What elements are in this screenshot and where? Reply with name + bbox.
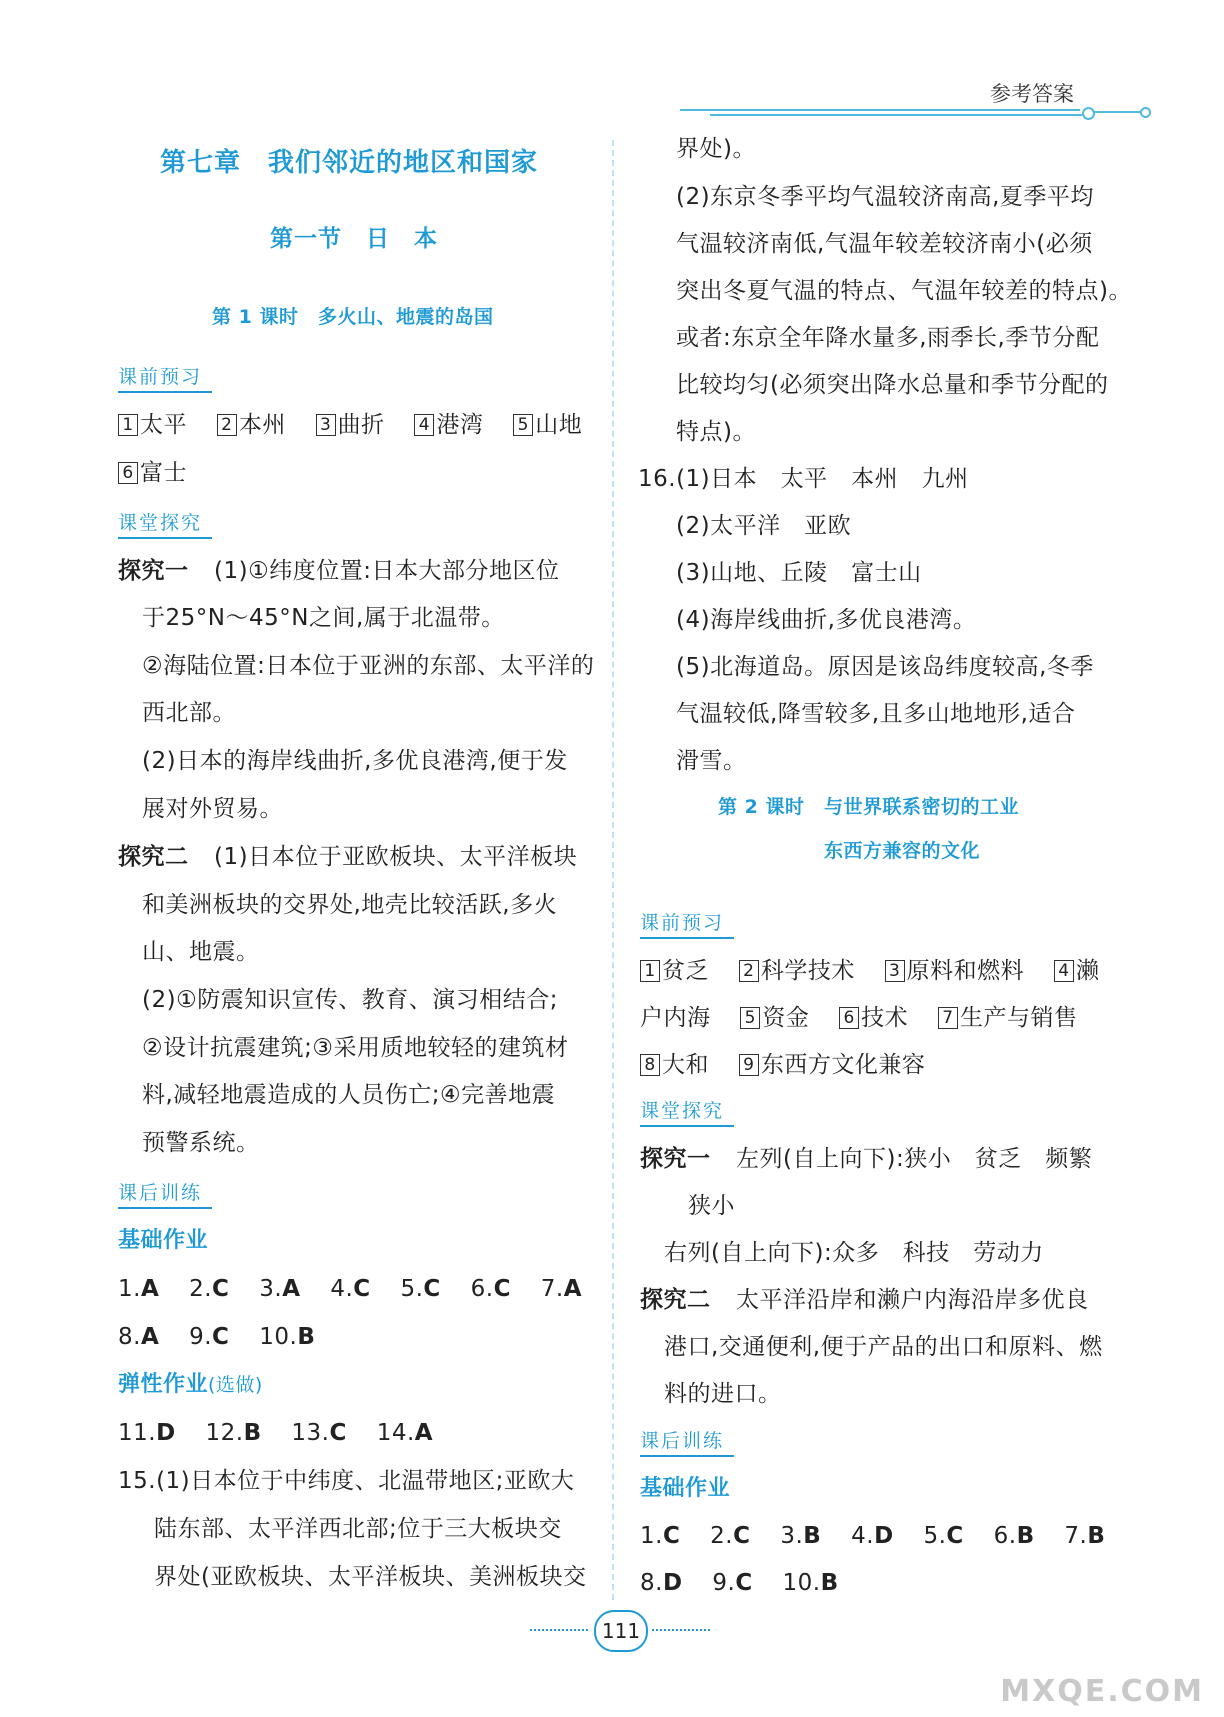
q16-line: 滑雪。 <box>676 748 747 774</box>
q15-cont-line: 特点)。 <box>676 419 756 445</box>
answer-number-box: 6 <box>118 462 138 484</box>
q15-cont-line: 或者:东京全年降水量多,雨季长,季节分配 <box>676 325 1100 351</box>
basic-homework-title: 基础作业 <box>640 1476 731 1501</box>
answer-number-box: 5 <box>513 414 533 436</box>
page-number-badge <box>530 1608 710 1652</box>
chapter-title: 第七章 我们邻近的地区和国家 <box>160 148 539 178</box>
q15-line: 15.(1)日本位于中纬度、北温带地区;亚欧大 <box>118 1468 575 1494</box>
explore1-line: 于25°N～45°N之间,属于北温带。 <box>142 605 505 631</box>
page-number: 111 <box>594 1610 648 1652</box>
answer-row: 8.D 9.C 10.B <box>640 1570 839 1596</box>
q15-cont-line: 界处)。 <box>676 136 756 162</box>
q15-line: 陆东部、太平洋西北部;位于三大板块交 <box>154 1516 562 1542</box>
explore2-line: 料的进口。 <box>664 1381 782 1407</box>
explore1-line: 西北部。 <box>142 700 236 726</box>
q16-line: (3)山地、丘陵 富士山 <box>676 560 922 586</box>
column-divider <box>612 140 614 1600</box>
explore1-line: 右列(自上向下):众多 科技 劳动力 <box>664 1240 1044 1266</box>
tag-preview: 课前预习 <box>640 912 725 934</box>
explore1-line: ②海陆位置:日本位于亚洲的东部、太平洋的 <box>142 653 595 679</box>
explore2-line: 山、地震。 <box>142 939 260 965</box>
explore2-label: 探究二 <box>118 844 189 870</box>
explore1-line: (1)①纬度位置:日本大部分地区位 <box>214 558 560 584</box>
header-title: 参考答案 <box>990 82 1074 106</box>
explore1-line: 展对外贸易。 <box>142 796 283 822</box>
section-title: 第一节 日 本 <box>270 226 438 252</box>
answer-row: 11.D 12.B 13.C 14.A <box>118 1420 434 1446</box>
answer-row: 1.A 2.C 3.A 4.C 5.C 6.C 7.A <box>118 1276 583 1302</box>
answer-number-box: 1 <box>118 414 138 436</box>
explore1-line: (2)日本的海岸线曲折,多优良港湾,便于发 <box>142 748 568 774</box>
explore1-line: 狭小 <box>688 1193 735 1219</box>
q16-line: 16.(1)日本 太平 本州 九州 <box>638 466 969 492</box>
explore2-line: 和美洲板块的交界处,地壳比较活跃,多火 <box>142 892 558 918</box>
q16-line: (2)太平洋 亚欧 <box>676 513 852 539</box>
explore2-line: 料,减轻地震造成的人员伤亡;④完善地震 <box>142 1082 556 1108</box>
tag-explore: 课堂探究 <box>640 1100 725 1122</box>
explore1-line: 左列(自上向下):狭小 贫乏 频繁 <box>736 1146 1093 1172</box>
explore1-label: 探究一 <box>640 1146 711 1172</box>
q16-line: (5)北海道岛。原因是该岛纬度较高,冬季 <box>676 654 1094 680</box>
tag-explore: 课堂探究 <box>118 512 203 534</box>
q16-line: 气温较低,降雪较多,且多山地地形,适合 <box>676 701 1076 727</box>
lesson-title: 第 1 课时 多火山、地震的岛国 <box>212 306 494 328</box>
preview-row: 1 太平 2 本州 3 曲折 4 港湾 5 山地 <box>118 410 582 440</box>
tag-underline <box>118 537 212 539</box>
basic-homework-title: 基础作业 <box>118 1228 209 1253</box>
tag-underline <box>640 937 734 939</box>
q15-cont-line: 气温较济南低,气温年较差较济南小(必须 <box>676 231 1093 257</box>
preview-row: 1 贫乏 2 科学技术 3 原料和燃料 4 濑 <box>640 956 1099 986</box>
explore2-line: 预警系统。 <box>142 1130 260 1156</box>
tag-underline <box>640 1125 734 1127</box>
q15-cont-line: 比较均匀(必须突出降水总量和季节分配的 <box>676 372 1109 398</box>
lesson2-title: 第 2 课时 与世界联系密切的工业 <box>718 796 1019 818</box>
preview-row: 8 大和 9 东西方文化兼容 <box>640 1050 925 1080</box>
answer-row: 8.A 9.C 10.B <box>118 1324 316 1350</box>
watermark: MXQE.COM <box>1000 1674 1204 1709</box>
q16-line: (4)海岸线曲折,多优良港湾。 <box>676 607 977 633</box>
q15-line: 界处(亚欧板块、太平洋板块、美洲板块交 <box>154 1564 587 1590</box>
tag-underline <box>118 1207 212 1209</box>
explore2-line: (2)①防震知识宣传、教育、演习相结合; <box>142 987 558 1013</box>
tag-underline <box>640 1455 734 1457</box>
preview-row: 6 富士 <box>118 458 187 488</box>
explore2-line: 港口,交通便利,便于产品的出口和原料、燃 <box>664 1334 1103 1360</box>
q15-cont-line: (2)东京冬季平均气温较济南高,夏季平均 <box>676 184 1094 210</box>
header-decoration <box>680 109 1100 119</box>
lesson2-subtitle: 东西方兼容的文化 <box>824 840 981 862</box>
tag-after: 课后训练 <box>640 1430 725 1452</box>
explore2-label: 探究二 <box>640 1287 711 1313</box>
answer-number-box: 4 <box>414 414 434 436</box>
answer-number-box: 2 <box>217 414 237 436</box>
explore2-line: ②设计抗震建筑;③采用质地较轻的建筑材 <box>142 1035 569 1061</box>
preview-row: 户内海 5 资金 6 技术 7 生产与销售 <box>640 1005 1078 1031</box>
answer-row: 1.C 2.C 3.B 4.D 5.C 6.B 7.B <box>640 1523 1106 1549</box>
answer-number-box: 3 <box>316 414 336 436</box>
q15-cont-line: 突出冬夏气温的特点、气温年较差的特点)。 <box>676 278 1132 304</box>
tag-underline <box>118 391 212 393</box>
tag-after: 课后训练 <box>118 1182 203 1204</box>
explore1-label: 探究一 <box>118 558 189 584</box>
tag-preview: 课前预习 <box>118 366 203 388</box>
explore2-line: 太平洋沿岸和濑户内海沿岸多优良 <box>736 1287 1089 1313</box>
elastic-homework-title: 弹性作业(选做) <box>118 1372 263 1397</box>
explore2-line: (1)日本位于亚欧板块、太平洋板块 <box>214 844 578 870</box>
